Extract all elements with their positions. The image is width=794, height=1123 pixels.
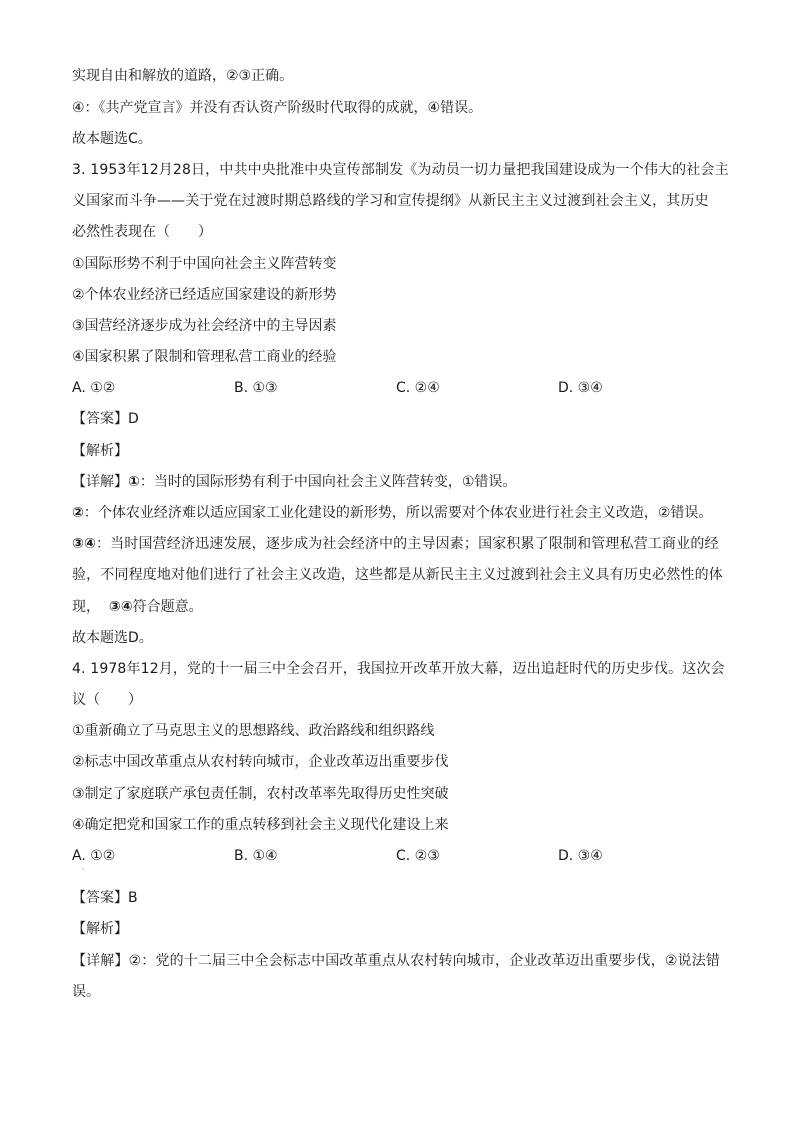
q3-item-2: ②个体农业经济已经适应国家建设的新形势 (72, 287, 337, 303)
q3-stem-line-2: 义国家而斗争——关于党在过渡时期总路线的学习和宣传提纲》从新民主主义过渡到社会主义，其历史 (72, 193, 709, 209)
q3-detail-3-mark-2: ③④ (108, 599, 133, 615)
q3-detail-3-line-3 (72, 597, 203, 617)
q4-item-2: ②标志中国改革重点从农村转向城市，企业改革迈出重要步伐 (72, 754, 449, 770)
q3-detail-2-mark: ② (72, 505, 84, 521)
q3-detail-label: 【详解】 (72, 474, 128, 490)
q4-option-a: A. ①② (72, 848, 116, 864)
q4-stem-line-2: 议（ ） (72, 692, 142, 708)
q4-answer-value: B (128, 890, 138, 906)
q4-item-1: ①重新确立了马克思主义的思想路线、政治路线和组织路线 (72, 723, 435, 739)
q3-detail-2 (72, 503, 712, 523)
q3-stem-line-1: 3. 1953年12月28日，中共中央批准中央宣传部制发《为动员一切力量把我国建设成为一个伟大的社会主 (72, 162, 729, 178)
q3-detail-3-text-3a: 现， (72, 599, 100, 615)
q3-detail-3-line-1 (72, 534, 719, 554)
q3-stem-line-3: 必然性表现在（ ） (72, 224, 212, 240)
q3-option-d: D. ③④ (558, 380, 603, 396)
q3-detail-3-mark: ③④ (72, 536, 97, 552)
q3-answer (72, 409, 139, 429)
q3-detail-1-text: ：当时的国际形势有利于中国向社会主义阵营转变，①错误。 (139, 474, 517, 490)
q4-detail-1-text: ②：党的十二届三中全会标志中国改革重点从农村转向城市，企业改革迈出重要步伐，②说法错 (128, 953, 721, 969)
q4-option-d: D. ③④ (558, 848, 603, 864)
q3-detail-3-line-2: 验，不同程度地对他们进行了社会主义改造，这些都是从新民主主义过渡到社会主义具有历史必然性的体 (72, 567, 723, 583)
q3-conclusion: 故本题选D。 (72, 630, 153, 646)
q4-analysis-label: 【解析】 (72, 921, 128, 937)
q4-detail-1-line-2: 误。 (72, 984, 100, 1000)
q3-detail-3-text-3b: 符合题意。 (132, 599, 203, 615)
q4-option-b: B. ①④ (234, 848, 278, 864)
q3-item-3: ③国营经济逐步成为社会经济中的主导因素 (72, 318, 337, 334)
q4-answer (72, 888, 138, 908)
prev-line-2: ④：《共产党宣言》并没有否认资产阶级时代取得的成就，④错误。 (72, 100, 483, 116)
q4-stem-line-1: 4. 1978年12月，党的十一届三中全会召开，我国拉开改革开放大幕，迈出追赶时代的历史步伐。这次会 (72, 661, 725, 677)
prev-conclusion: 故本题选C。 (72, 131, 152, 147)
q3-answer-value: D (128, 411, 139, 427)
stray-dot: · (82, 865, 85, 874)
q3-answer-label: 【答案】 (72, 411, 128, 427)
q4-item-4: ④确定把党和国家工作的重点转移到社会主义现代化建设上来 (72, 817, 449, 833)
q3-option-b: B. ①③ (234, 380, 278, 396)
q3-item-1: ①国际形势不利于中国向社会主义阵营转变 (72, 256, 337, 272)
q3-option-c: C. ②④ (396, 380, 440, 396)
q4-answer-label: 【答案】 (72, 890, 128, 906)
q3-detail-3-text-1: ：当时国营经济迅速发展，逐步成为社会经济中的主导因素；国家积累了限制和管理私营工商业的经 (96, 536, 719, 552)
prev-line-1: 实现自由和解放的道路，②③正确。 (72, 68, 294, 84)
q3-option-a: A. ①② (72, 380, 116, 396)
q4-item-3: ③制定了家庭联产承包责任制，农村改革率先取得历史性突破 (72, 786, 449, 802)
q3-item-4: ④国家积累了限制和管理私营工商业的经验 (72, 349, 337, 365)
q4-option-c: C. ②③ (396, 848, 440, 864)
q4-detail-1 (72, 951, 720, 971)
q3-analysis-label: 【解析】 (72, 443, 128, 459)
q3-detail-1 (72, 472, 516, 492)
q3-detail-2-text: ：个体农业经济难以适应国家工业化建设的新形势，所以需要对个体农业进行社会主义改造，②错误。 (83, 505, 713, 521)
q3-detail-1-mark: ① (128, 474, 140, 490)
q4-detail-label: 【详解】 (72, 953, 129, 969)
